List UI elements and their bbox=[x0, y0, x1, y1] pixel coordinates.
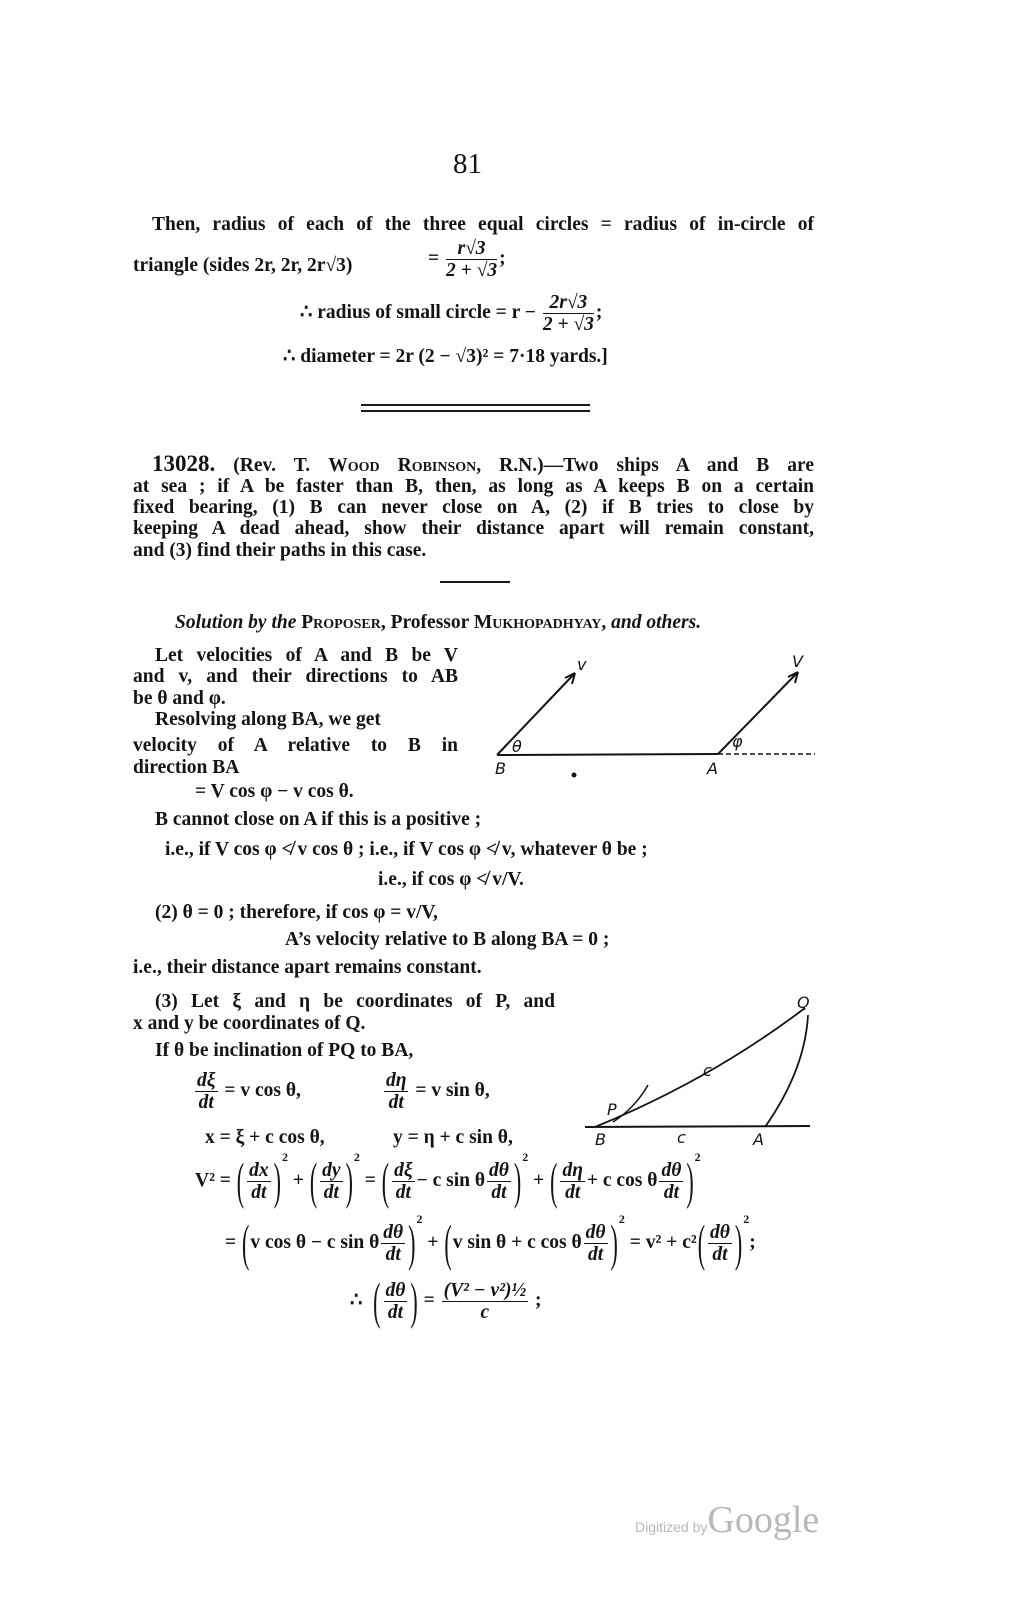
solution-ie2: i.e., if cos φ ≮ v/V. bbox=[378, 869, 524, 890]
numerator: r√3 bbox=[446, 238, 497, 260]
solution-part3c: If θ be inclination of PQ to BA, bbox=[155, 1040, 414, 1061]
label-phi: φ bbox=[732, 732, 743, 751]
label-theta: θ bbox=[512, 737, 522, 756]
eq-expanded: = (v cos θ − c sin θ $\frac{d\theta}{dt}$ )$^2$ + (v sin θ + c cos θ $\frac{d\theta}{dt}$ )$^2$ = v² + c²( $\frac{d\theta}{dt}$ )$^2$; bbox=[225, 1212, 756, 1272]
solution-byline: Solution by the Proposer, Professor Mukhopadhyay, and others. bbox=[175, 612, 702, 633]
denominator: 2 + √3 bbox=[446, 260, 498, 281]
solution-ie1: i.e., if V cos φ ≮ v cos θ ; i.e., if V cos φ ≮ v, whatever θ be ; bbox=[165, 839, 648, 860]
intro-line-1: Then, radius of each of the three equal circles = radius of in-circle of bbox=[152, 214, 814, 235]
label-P: P bbox=[607, 1100, 617, 1119]
intro-line-2-eq bbox=[428, 238, 506, 281]
label-B: B bbox=[595, 1130, 606, 1149]
question-number: 13028. bbox=[152, 451, 216, 476]
solution-resolving: Resolving along BA, we get bbox=[155, 709, 381, 730]
double-rule-bottom bbox=[361, 410, 590, 412]
question-line-4: keeping A dead ahead, show their distance apart will remain constant, bbox=[133, 518, 814, 539]
label-A: A bbox=[753, 1130, 764, 1149]
velocity-diagram bbox=[485, 645, 820, 795]
double-rule-top bbox=[361, 404, 590, 406]
label-v: v bbox=[577, 655, 587, 674]
fraction bbox=[543, 292, 594, 335]
short-rule bbox=[440, 581, 510, 583]
solution-part3a: (3) Let ξ and η be coordinates of P, and bbox=[155, 991, 555, 1012]
solution-part2b: A’s velocity relative to B along BA = 0 ; bbox=[285, 929, 610, 950]
eq-deta: $\frac{d\eta}{dt}$ = v sin θ, bbox=[386, 1070, 490, 1113]
solution-relative-2: direction BA bbox=[133, 757, 240, 778]
eq-dxi: $\frac{d\xi}{dt}$ = v cos θ, bbox=[197, 1070, 301, 1113]
intro-line-2-text: triangle (sides 2r, 2r, 2r√3) bbox=[133, 255, 353, 276]
solution-cannot: B cannot close on A if this is a positive ; bbox=[155, 809, 482, 830]
eq-v-squared: V² = ( $\frac{dx}{dt}$ )$^2$ + ( $\frac{dy}{dt}$ )$^2$ = ( $\frac{d\xi}{dt}$ − c sin θ $\frac{d\theta}{dt}$ )$^2$ + ( $\frac{d\eta}{dt}$ + c cos θ $\frac{d\theta}{dt}$ )$^2$ bbox=[195, 1150, 701, 1210]
semicolon: ; bbox=[499, 247, 506, 269]
question-line-3: fixed bearing, (1) B can never close on A, (2) if B tries to close by bbox=[133, 497, 814, 518]
solution-left-2: and v, and their directions to AB bbox=[133, 666, 458, 687]
solution-part2: (2) θ = 0 ; therefore, if cos φ = v/V, bbox=[155, 902, 438, 923]
equals: = bbox=[428, 247, 440, 269]
solution-part2c: i.e., their distance apart remains constant. bbox=[133, 957, 482, 978]
label-A: A bbox=[707, 759, 718, 778]
denominator: 2 + √3 bbox=[542, 314, 594, 335]
solution-part3b: x and y be coordinates of Q. bbox=[133, 1013, 366, 1034]
label-V: V bbox=[792, 652, 803, 671]
label-c-base: c bbox=[677, 1128, 686, 1147]
intro-line-4: ∴ diameter = 2r (2 − √3)² = 7·18 yards.] bbox=[283, 346, 608, 367]
eq-y: y = η + c sin θ, bbox=[393, 1127, 513, 1148]
eq-result: ∴ ( $\frac{d\theta}{dt}$ ) = $\frac{\text{(V² − v²)½}}{c}$ ; bbox=[350, 1271, 542, 1330]
label-Q: Q bbox=[797, 993, 810, 1012]
solution-eq1: = V cos φ − v cos θ. bbox=[195, 781, 354, 802]
solution-relative-1: velocity of A relative to B in bbox=[133, 735, 458, 756]
numerator: 2r√3 bbox=[543, 292, 594, 314]
google-watermark: Digitized byGoogle bbox=[635, 1499, 820, 1541]
question-author: (Rev. T. Wood Robinson, R.N.)—Two ships A and B are bbox=[233, 455, 814, 476]
question-line-1 bbox=[152, 453, 814, 477]
page-number: 81 bbox=[453, 148, 482, 180]
label-B: B bbox=[495, 759, 506, 778]
label-c-top: c bbox=[703, 1061, 712, 1080]
solution-left-1: Let velocities of A and B be V bbox=[155, 645, 458, 666]
solution-left-3: be θ and φ. bbox=[133, 688, 226, 709]
intro-line-3 bbox=[300, 292, 602, 335]
eq-x: x = ξ + c cos θ, bbox=[205, 1127, 325, 1148]
fraction bbox=[446, 238, 497, 281]
semicolon: ; bbox=[595, 301, 603, 323]
question-line-2: at sea ; if A be faster than B, then, as long as A keeps B on a certain bbox=[133, 476, 814, 497]
question-line-5: and (3) find their paths in this case. bbox=[133, 540, 427, 561]
pursuit-curve-diagram bbox=[580, 990, 820, 1150]
text: ∴ radius of small circle = r − bbox=[300, 301, 536, 323]
